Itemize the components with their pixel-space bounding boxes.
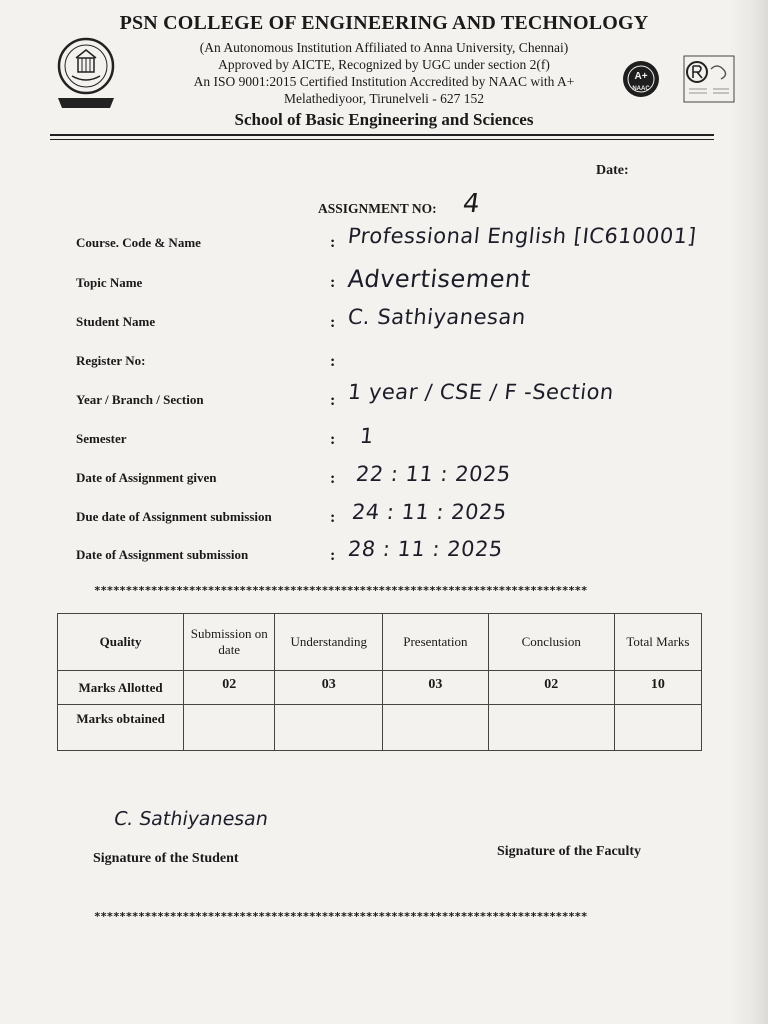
table-cell [383, 705, 489, 751]
faculty-signature-label: Signature of the Faculty [497, 844, 642, 859]
table-cell [275, 705, 383, 751]
college-emblem-icon [54, 36, 118, 112]
field-colon: : [330, 353, 336, 370]
table-cell [488, 705, 614, 751]
student-signature-label: Signature of the Student [93, 851, 239, 866]
field-colon: : [330, 431, 336, 448]
assignment-label: ASSIGNMENT NO: [318, 201, 437, 216]
school-name: School of Basic Engineering and Sciences [234, 110, 534, 129]
header-rule-thin [50, 139, 714, 140]
table-cell: 10 [614, 671, 701, 705]
assignment-number: 4 [460, 189, 482, 219]
field-value-year: 1 year / CSE / F -Section [346, 380, 616, 404]
address-line: Melathediyoor, Tirunelveli - 627 152 [283, 91, 485, 106]
field-colon: : [330, 274, 336, 291]
field-colon: : [330, 547, 336, 564]
iso-certification-icon [683, 55, 735, 103]
header-rule [50, 134, 714, 136]
field-label-student: Student Name [76, 314, 156, 329]
student-signature: C. Sathiyanesan [112, 808, 270, 830]
field-value-semester: 1 [358, 424, 376, 448]
naac-label: NAAC [632, 86, 650, 92]
field-label-topic: Topic Name [76, 275, 143, 290]
date-label: Date: [596, 163, 629, 178]
separator-stars: ****************************************************************************** [94, 584, 588, 597]
field-label-due-date: Due date of Assignment submission [76, 509, 272, 524]
approval-line: Approved by AICTE, Recognized by UGC under section 2(f) [218, 57, 550, 72]
field-colon: : [330, 234, 336, 251]
table-cell: 03 [383, 671, 489, 705]
field-value-topic: Advertisement [346, 265, 533, 293]
table-header-cell: Submission on date [184, 614, 275, 671]
table-row-label: Marks Allotted [58, 671, 184, 705]
field-value-course: Professional English [IC610001] [346, 224, 698, 248]
field-colon: : [330, 470, 336, 487]
field-colon: : [330, 509, 336, 526]
table-cell [184, 705, 275, 751]
table-header-row [58, 614, 702, 671]
table-header-cell: Understanding [275, 614, 383, 671]
college-name: PSN COLLEGE OF ENGINEERING AND TECHNOLOGY [119, 12, 649, 34]
table-header-cell: Total Marks [614, 614, 701, 671]
separator-stars: ****************************************************************************** [94, 910, 588, 923]
field-value-due-date: 24 : 11 : 2025 [350, 500, 509, 524]
iso-line: An ISO 9001:2015 Certified Institution Accredited by NAAC with A+ [193, 74, 575, 89]
table-header-cell: Conclusion [488, 614, 614, 671]
table-cell: 02 [488, 671, 614, 705]
field-label-date-given: Date of Assignment given [76, 470, 217, 485]
table-row [58, 705, 702, 751]
affiliation-line: (An Autonomous Institution Affiliated to Anna University, Chennai) [199, 40, 569, 55]
table-cell: 03 [275, 671, 383, 705]
table-header-cell: Presentation [383, 614, 489, 671]
naac-logo-icon [621, 59, 661, 99]
field-colon: : [330, 392, 336, 409]
field-label-year: Year / Branch / Section [76, 392, 204, 407]
table-header-cell: Quality [58, 614, 184, 671]
field-label-register: Register No: [76, 353, 146, 368]
field-value-submission-date: 28 : 11 : 2025 [346, 537, 505, 561]
table-row [58, 671, 702, 705]
field-label-submission-date: Date of Assignment submission [76, 547, 249, 562]
field-label-course: Course. Code & Name [76, 235, 201, 250]
table-cell: 02 [184, 671, 275, 705]
page-shadow [728, 0, 768, 1024]
field-colon: : [330, 314, 336, 331]
table-row-label: Marks obtained [58, 705, 184, 751]
table-cell [614, 705, 701, 751]
marks-table [57, 613, 702, 751]
naac-grade: A+ [634, 71, 648, 82]
field-value-student: C. Sathiyanesan [346, 305, 528, 329]
field-label-semester: Semester [76, 431, 127, 446]
field-value-date-given: 22 : 11 : 2025 [354, 462, 513, 486]
